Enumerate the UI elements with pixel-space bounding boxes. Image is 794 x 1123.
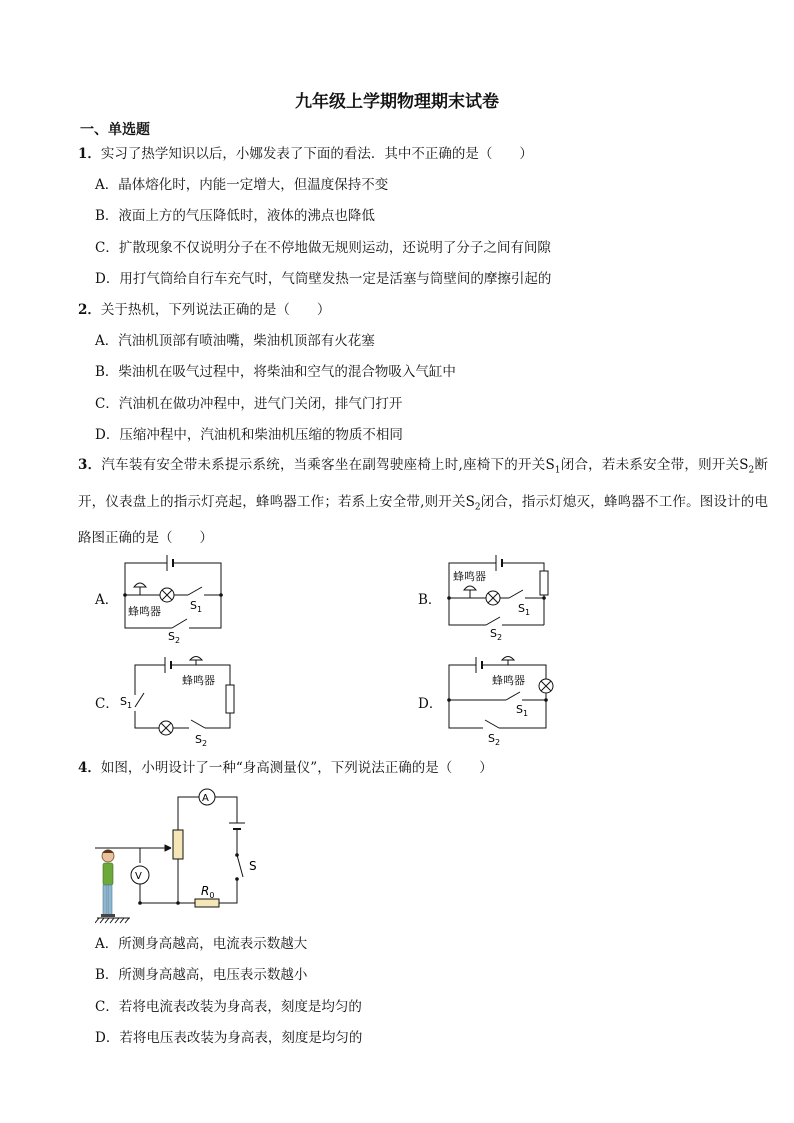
circuit-d-s1-letter: S <box>516 703 523 716</box>
circuit-c-label[interactable]: C． <box>95 696 119 712</box>
circuit-d-diagram <box>444 655 559 750</box>
circuit-c-s1-text <box>120 695 132 710</box>
question-1-number: 1． <box>78 146 101 162</box>
question-1-option-c[interactable]: C．扩散现象不仅说明分子在不停地做无规则运动，还说明了分子之间有间隙 <box>95 240 551 256</box>
circuit-b-s2-sub: 2 <box>496 633 503 642</box>
question-4-option-d[interactable]: D．若将电压表改装为身高表，刻度是均匀的 <box>95 1030 363 1046</box>
circuit-c-s1-letter: S <box>120 695 127 708</box>
switch-label: S <box>249 859 257 873</box>
question-4-stem <box>78 759 493 777</box>
question-1-stem <box>78 145 533 163</box>
resistor-label <box>201 884 214 900</box>
circuit-d-s1-sub: 1 <box>522 709 529 718</box>
circuit-d-s2-sub: 2 <box>494 738 501 747</box>
circuit-c-buzzer-text: 蜂鸣器 <box>182 674 215 687</box>
voltmeter-label: V <box>135 871 142 882</box>
circuit-d-s1-text <box>516 703 528 718</box>
circuit-a-s2-sub: 2 <box>174 636 181 643</box>
circuit-a-diagram <box>120 553 230 643</box>
circuit-b-s1-sub: 1 <box>524 608 531 617</box>
question-4-option-b[interactable]: B．所测身高越高，电压表示数越小 <box>95 967 308 983</box>
question-2-option-b[interactable]: B．柴油机在吸气过程中，将柴油和空气的混合物吸入气缸中 <box>95 364 456 380</box>
circuit-a-s1-sub: 1 <box>196 605 203 614</box>
circuit-c-s2-letter: S <box>195 733 202 746</box>
question-1-text: 实习了热学知识以后，小娜发表了下面的看法．其中不正确的是（ ） <box>100 146 533 162</box>
circuit-b-label[interactable]: B． <box>418 592 442 608</box>
circuit-c-s2-text <box>195 733 207 748</box>
question-3-text-3: 断开，仪表盘上的指示灯亮起，蜂鸣器工作；若系上安全带,则开关S <box>78 457 769 510</box>
circuit-a-s2-text <box>168 630 180 643</box>
question-1-option-a[interactable]: A．晶体熔化时，内能一定增大，但温度保持不变 <box>95 177 389 193</box>
circuit-c-diagram <box>120 655 245 750</box>
circuit-d-label[interactable]: D． <box>418 696 443 712</box>
question-2-option-c[interactable]: C．汽油机在做功冲程中，进气门关闭，排气门打开 <box>95 396 403 412</box>
question-4-option-c[interactable]: C．若将电流表改装为身高表，刻度是均匀的 <box>95 999 362 1015</box>
circuit-a-label[interactable]: A． <box>95 592 119 608</box>
circuit-d-s2-letter: S <box>488 732 495 745</box>
circuit-b-s1-letter: S <box>518 602 525 615</box>
ammeter-label: A <box>202 793 209 804</box>
resistor-letter: R <box>201 884 210 898</box>
question-4-text: 如图，小明设计了一种“身高测量仪”，下列说法正确的是（ ） <box>100 760 493 776</box>
question-3-text-2: 闭合，若未系安全带，则开关S <box>560 457 749 473</box>
circuit-a-buzzer-text: 蜂鸣器 <box>128 605 161 618</box>
question-3-stem <box>78 450 768 554</box>
height-meter-circuit <box>95 785 275 925</box>
question-2-stem <box>78 301 330 319</box>
person-figure <box>101 850 115 918</box>
s1-subscript: 1 <box>554 465 561 476</box>
question-2-option-a[interactable]: A．汽油机顶部有喷油嘴，柴油机顶部有火花塞 <box>95 333 375 349</box>
s2-subscript-b: 2 <box>474 502 481 513</box>
question-3-number: 3． <box>78 457 102 473</box>
circuit-b-s2-text <box>490 627 502 642</box>
question-3-text-4: 闭合，指示灯熄灭，蜂鸣器不工作。图设计的电路图正确的是（ ） <box>78 493 768 547</box>
question-4-option-a[interactable]: A．所测身高越高，电流表示数越大 <box>95 936 308 952</box>
circuit-a-s2-letter: S <box>168 630 175 643</box>
resistor-sub: 0 <box>209 891 215 900</box>
circuit-b-diagram <box>444 553 554 643</box>
circuit-c-s2-sub: 2 <box>201 739 208 748</box>
question-3-text-1: 汽车装有安全带未系提示系统，当乘客坐在副驾驶座椅上时,座椅下的开关S <box>101 457 555 473</box>
question-1-option-b[interactable]: B．液面上方的气压降低时，液体的沸点也降低 <box>95 208 375 224</box>
circuit-a-s1-text <box>190 599 202 614</box>
question-2-option-d[interactable]: D．压缩冲程中，汽油机和柴油机压缩的物质不相同 <box>95 427 403 443</box>
question-2-number: 2． <box>78 302 101 318</box>
circuit-a-s1-letter: S <box>190 599 197 612</box>
circuit-d-buzzer-text: 蜂鸣器 <box>492 674 525 687</box>
circuit-b-s2-letter: S <box>490 627 497 640</box>
question-2-text: 关于热机，下列说法正确的是（ ） <box>100 302 331 318</box>
circuit-b-buzzer-text: 蜂鸣器 <box>453 570 486 583</box>
page-title: 九年级上学期物理期末试卷 <box>295 92 499 112</box>
s2-subscript: 2 <box>748 465 755 476</box>
question-4-number: 4． <box>78 760 101 776</box>
question-1-option-d[interactable]: D．用打气筒给自行车充气时，气筒壁发热一定是活塞与筒壁间的摩擦引起的 <box>95 271 552 287</box>
circuit-b-s1-text <box>518 602 530 617</box>
section-heading: 一、单选题 <box>80 122 150 138</box>
circuit-d-s2-text <box>488 732 500 747</box>
circuit-c-s1-sub: 1 <box>126 701 133 710</box>
